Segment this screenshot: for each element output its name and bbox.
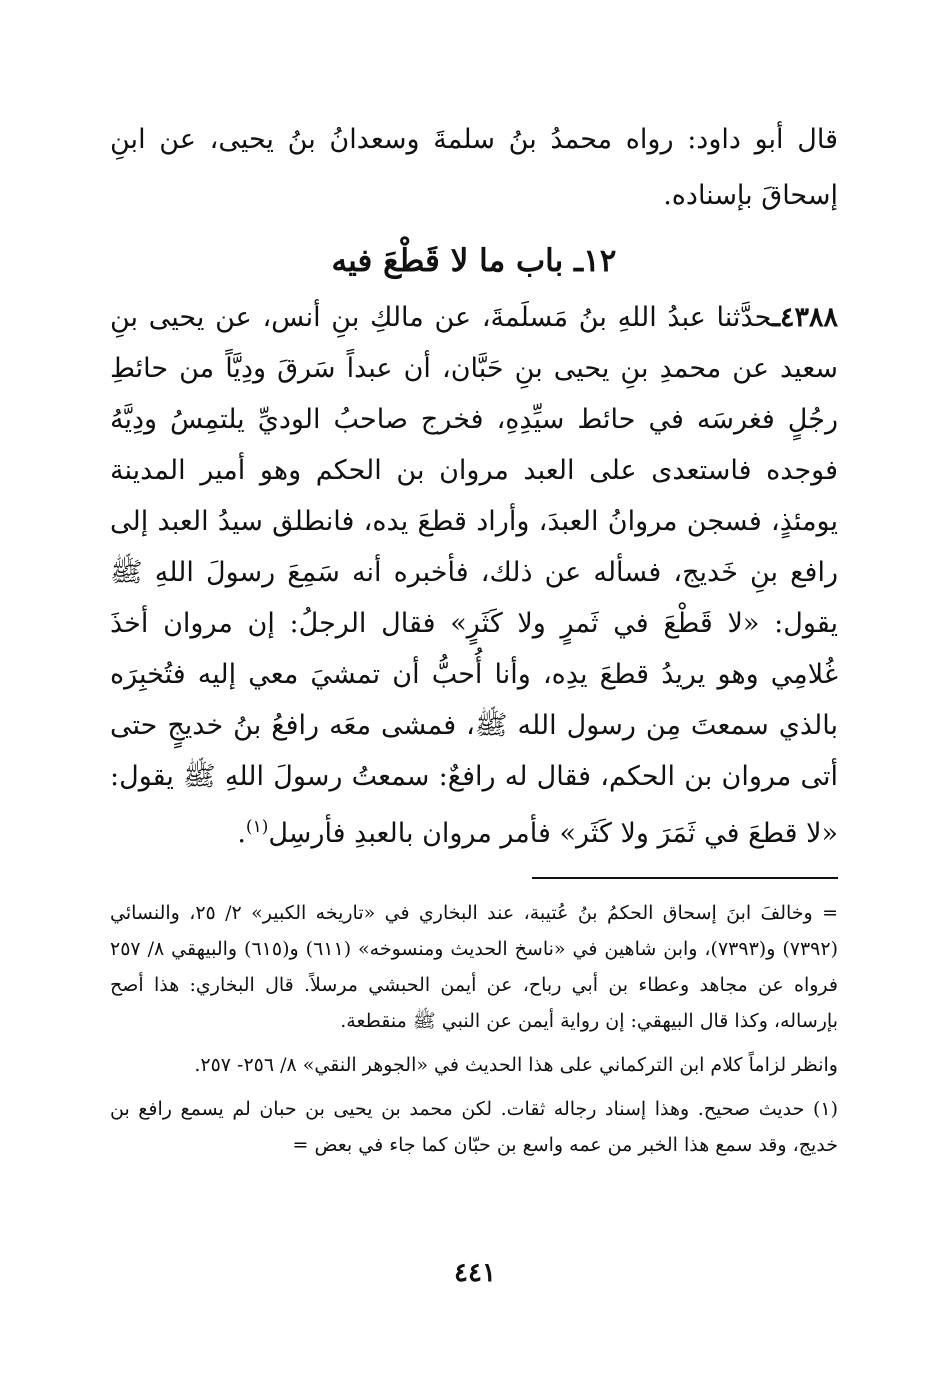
page-number: ٤٤١ <box>454 1258 496 1288</box>
footnote-1: (١) حديث صحيح. وهذا إسناد رجاله ثقات. لكن محمد بن يحيى بن حبان لم يسمع رافع بن خديج، وقد سمع هذا الخبر من عمه واسع بن حبّان كما جاء في بعض = <box>110 1098 838 1156</box>
footnote-marker: (١) <box>245 817 269 837</box>
hadith-end: . <box>237 818 246 849</box>
hadith-paragraph <box>110 292 838 859</box>
chapter-title: ١٢ـ باب ما لا قَطْعَ فيه <box>331 243 617 279</box>
hadith-text: حدَّثنا عبدُ اللهِ بنُ مَسلَمةَ، عن مالكِ بنِ أنس، عن يحيى بنِ سعيد عن محمدِ بنِ يحيى بنِ حَبَّان، أن عبداً سَرقَ ودِيَّاً من حائطِ رجُلٍ فغرسَه في حائط سيِّدِهِ، فخرج صاحبُ الوديِّ يلتمِسُ ودِيَّهُ فوجده فاستعدى على العبد مروان بن الحكم وهو أمير المدينة يومئذٍ، فسجن مروانُ العبدَ، وأراد قطعَ يده، فانطلق سيدُ العبد إلى رافع بنِ خَديج، فسأله عن ذلك، فأخبره أنه سَمِعَ رسولَ اللهِ ﷺ يقول: «لا قَطْعَ في ثَمرٍ ولا كَثَرٍ» فقال الرجلُ: إن مروان أخذَ غُلامِي وهو يريدُ قطعَ يدِه، وأنا أُحبُّ أن تمشيَ معي إليه فتُخبِرَه بالذي سمعتَ مِن رسول الله ﷺ، فمشى معَه رافعُ بنُ خديجٍ حتى أتى مروان بن الحكم، فقال له رافعٌ: سمعتُ رسولَ اللهِ ﷺ يقول: «لا قطعَ في ثَمَرَ ولا كَثَر» فأمر مروان بالعبدِ فأرسِل <box>110 302 838 849</box>
footnote-divider <box>532 877 838 879</box>
hadith-number: ٤٣٨٨ـ <box>772 302 838 333</box>
footnote-see-also: وانظر لزاماً كلام ابن التركماني على هذا الحديث في «الجوهر النقي» ٨/ ٢٥٦- ٢٥٧. <box>194 1054 838 1076</box>
intro-paragraph: قال أبو داود: رواه محمدُ بنُ سلمةَ وسعدانُ بنُ يحيى، عن ابنِ إسحاقَ بإسناده. <box>110 124 838 211</box>
page-body <box>110 112 838 1171</box>
footnote-continued: = وخالفَ ابنَ إسحاق الحكمُ بنُ عُتيبة، عند البخاري في «تاريخه الكبير» ٢/ ٢٥، والنسائي (٧٣٩٢) و(٧٣٩٣)، وابن شاهين في «ناسخ الحديث ومنسوخه» (٦١١) و(٦١٥) والبيهقي ٨/ ٢٥٧ فرواه عن مجاهد وعطاء بن أبي رباح، عن أيمن الحبشي مرسلاً. قال البخاري: هذا أصح بإرساله، وكذا قال البيهقي: إن رواية أيمن عن النبي ﷺ منقطعة. <box>110 902 838 1032</box>
